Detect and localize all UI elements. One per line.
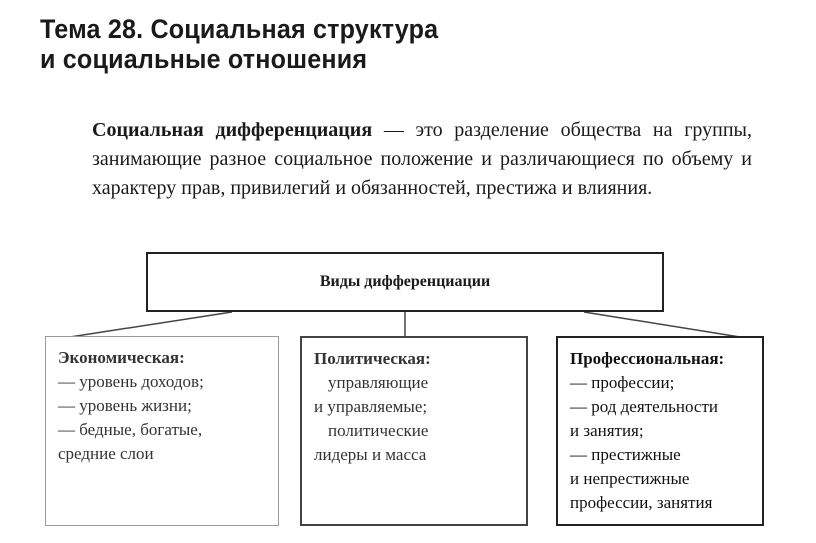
professional-line: — род деятельности [570, 397, 718, 416]
political-line: управляющие [328, 373, 429, 392]
economic-box [45, 336, 279, 526]
political-box [300, 336, 528, 526]
connector-right [584, 312, 740, 337]
connector-left [70, 312, 232, 337]
title-line-2: и социальные отношения [40, 44, 368, 74]
definition-term: Социальная дифференциация [92, 119, 373, 141]
economic-line: средние слои [58, 444, 154, 463]
professional-heading: Профессиональная: [570, 349, 725, 368]
professional-line: и занятия; [570, 421, 644, 440]
economic-line: — бедные, богатые, [58, 420, 203, 439]
economic-line: — уровень доходов; [58, 372, 204, 391]
title-line-1: Тема 28. Социальная структура [40, 14, 439, 44]
professional-line: профессии, занятия [570, 493, 713, 512]
political-line: политические [328, 421, 429, 440]
professional-line: и непрестижные [570, 469, 690, 488]
political-line: лидеры и масса [314, 445, 427, 464]
political-line: и управляемые; [314, 397, 428, 416]
economic-heading: Экономическая: [58, 348, 185, 367]
political-heading: Политическая: [314, 349, 431, 368]
professional-line: — престижные [570, 445, 681, 464]
definition-text: — это разделение общества на группы, занимающие разное социальное положение и различающиеся по объему и характеру прав, привилегий и обязанностей, престижа и влияния. [92, 119, 752, 199]
diagram-root-box [146, 252, 664, 312]
diagram-root-label: Виды дифференциации [319, 273, 491, 290]
economic-line: — уровень жизни; [58, 396, 192, 415]
professional-line: — профессии; [570, 373, 675, 392]
professional-box [556, 336, 764, 526]
